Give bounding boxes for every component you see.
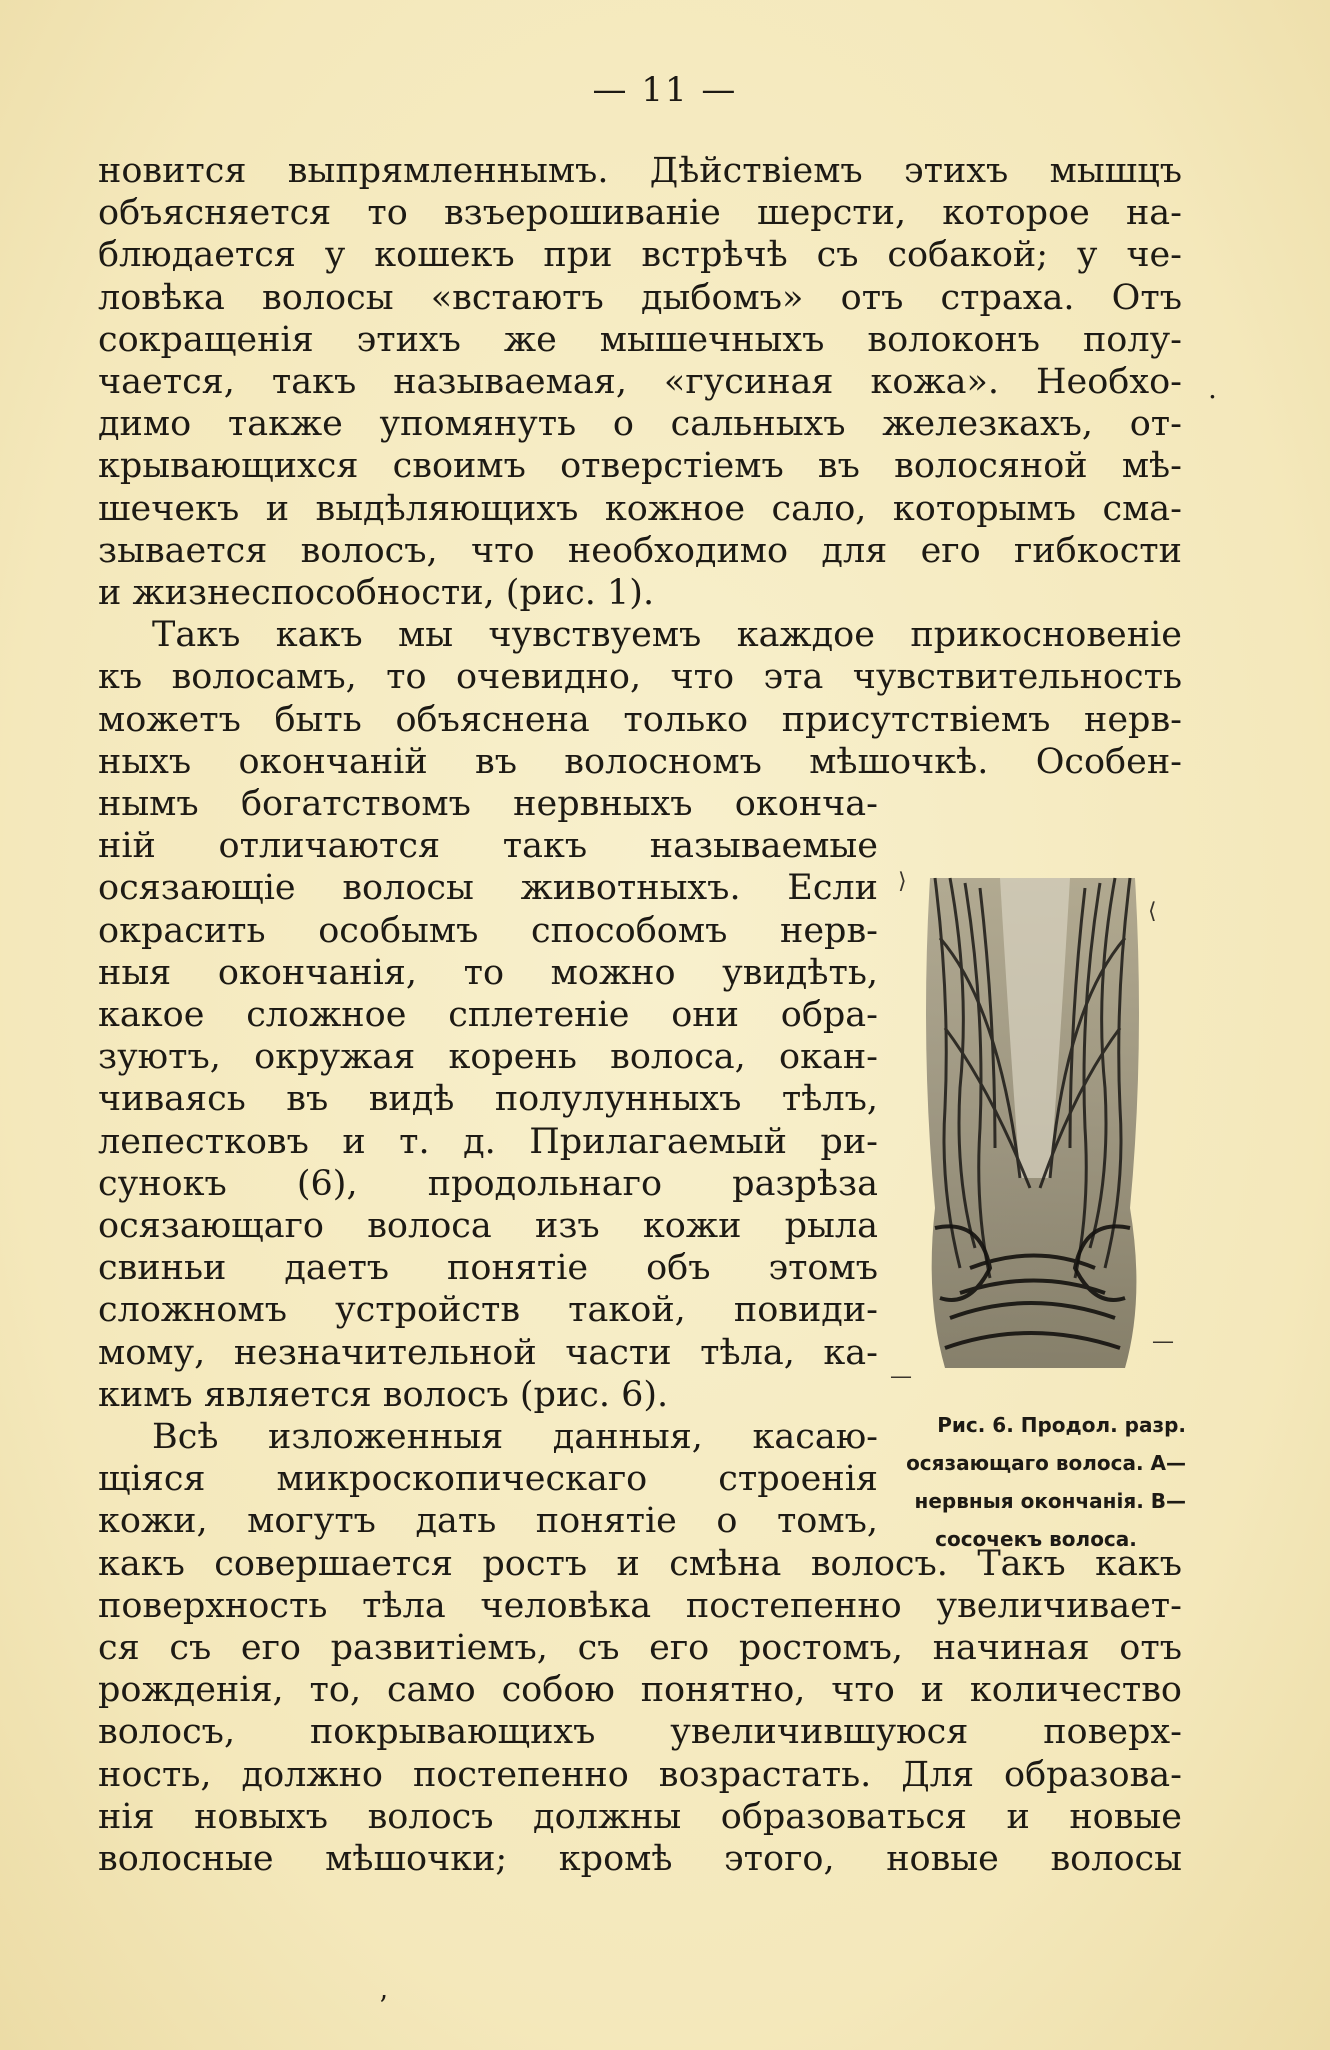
text-line: Всѣ изложенныя данныя, касаю- [152,1417,878,1457]
text-line: сокращенія этихъ же мышечныхъ волоконъ полу- [98,320,1182,360]
svg-text:—: — [1152,1329,1174,1354]
figure-caption-line-3: нервныя окончанія. В— [914,1489,1186,1513]
text-line: кожи, могутъ дать понятіе о томъ, [98,1501,878,1541]
page-tick: ʼ [378,1990,387,2023]
text-line: чается, такъ называемая, «гусиная кожа». Необхо- [98,362,1182,402]
text-line: свиньи даетъ понятіе объ этомъ [98,1248,878,1288]
page-number: — 11 — [592,70,738,110]
text-line: ся съ его развитіемъ, съ его ростомъ, начиная отъ [98,1628,1182,1668]
text-line: ній отличаются такъ называемые [98,826,878,866]
text-line: мому, незначительной части тѣла, ка- [98,1333,878,1373]
text-line: ныя окончанія, то можно увидѣть, [98,953,878,993]
text-line: къ волосамъ, то очевидно, что эта чувствительность [98,657,1182,697]
text-line: ныхъ окончаній въ волосномъ мѣшочкѣ. Особен- [98,742,1182,782]
text-line: нымъ богатствомъ нервныхъ оконча- [98,784,878,824]
text-line: ловѣка волосы «встаютъ дыбомъ» отъ страха. Отъ [98,278,1182,318]
figure-caption-line-1: Рис. 6. Продол. разр. [937,1413,1186,1437]
text-line: чиваясь въ видѣ полулунныхъ тѣлъ, [98,1079,878,1119]
text-line: щіяся микроскопическаго строенія [98,1459,878,1499]
text-line: поверхность тѣла человѣка постепенно увеличивает- [98,1586,1182,1626]
text-line: кимъ является волосъ (рис. 6). [98,1375,669,1415]
text-line: какое сложное сплетеніе они обра- [98,995,878,1035]
text-line: какъ совершается ростъ и смѣна волосъ. Такъ какъ [98,1544,1182,1584]
text-line: можетъ быть объяснена только присутствіемъ нерв- [98,700,1182,740]
text-line: сунокъ (6), продольнаго разрѣза [98,1164,878,1204]
text-line: зывается волосъ, что необходимо для его гибкости [98,531,1182,571]
text-line: блюдается у кошекъ при встрѣчѣ съ собакой; у че- [98,235,1182,275]
hair-section-illustration-icon [890,848,1180,1393]
text-line: Такъ какъ мы чувствуемъ каждое прикосновеніе [152,615,1182,655]
text-line: рожденія, то, само собою понятно, что и количество [98,1670,1182,1710]
label-a: ⟩ [898,869,907,894]
text-line: лепестковъ и т. д. Прилагаемый ри- [98,1122,878,1162]
text-line: сложномъ устройств такой, повиди- [98,1290,878,1330]
text-line: шечекъ и выдѣляющихъ кожное сало, которымъ сма- [98,489,1182,529]
text-line: новится выпрямленнымъ. Дѣйствіемъ этихъ мышцъ [98,151,1182,191]
text-line: крывающихся своимъ отверстіемъ въ волосяной мѣ- [98,446,1182,486]
svg-text:⟨: ⟨ [1148,899,1157,924]
text-line: осязающаго волоса изъ кожи рыла [98,1206,878,1246]
text-line: и жизнеспособности, (рис. 1). [98,573,655,613]
figure-6 [890,848,1180,1393]
text-line: димо также упомянуть о сальныхъ железкахъ, от- [98,404,1182,444]
text-line: объясняется то взъерошиваніе шерсти, которое на- [98,193,1182,233]
margin-dot: . [1208,372,1217,405]
figure-caption-line-4: сосочекъ волоса. [935,1527,1137,1551]
text-line: волосные мѣшочки; кромѣ этого, новые волосы [98,1839,1182,1879]
text-line: волосъ, покрывающихъ увеличившуюся поверх- [98,1712,1182,1752]
text-line: ность, должно постепенно возрастать. Для образова- [98,1755,1182,1795]
svg-text:—: — [890,1364,912,1389]
figure-caption-line-2: осязающаго волоса. А— [906,1451,1186,1475]
text-line: осязающіе волосы животныхъ. Если [98,868,878,908]
text-line: нія новыхъ волосъ должны образоваться и новые [98,1797,1182,1837]
text-line: окрасить особымъ способомъ нерв- [98,911,878,951]
text-line: зуютъ, окружая корень волоса, окан- [98,1037,878,1077]
